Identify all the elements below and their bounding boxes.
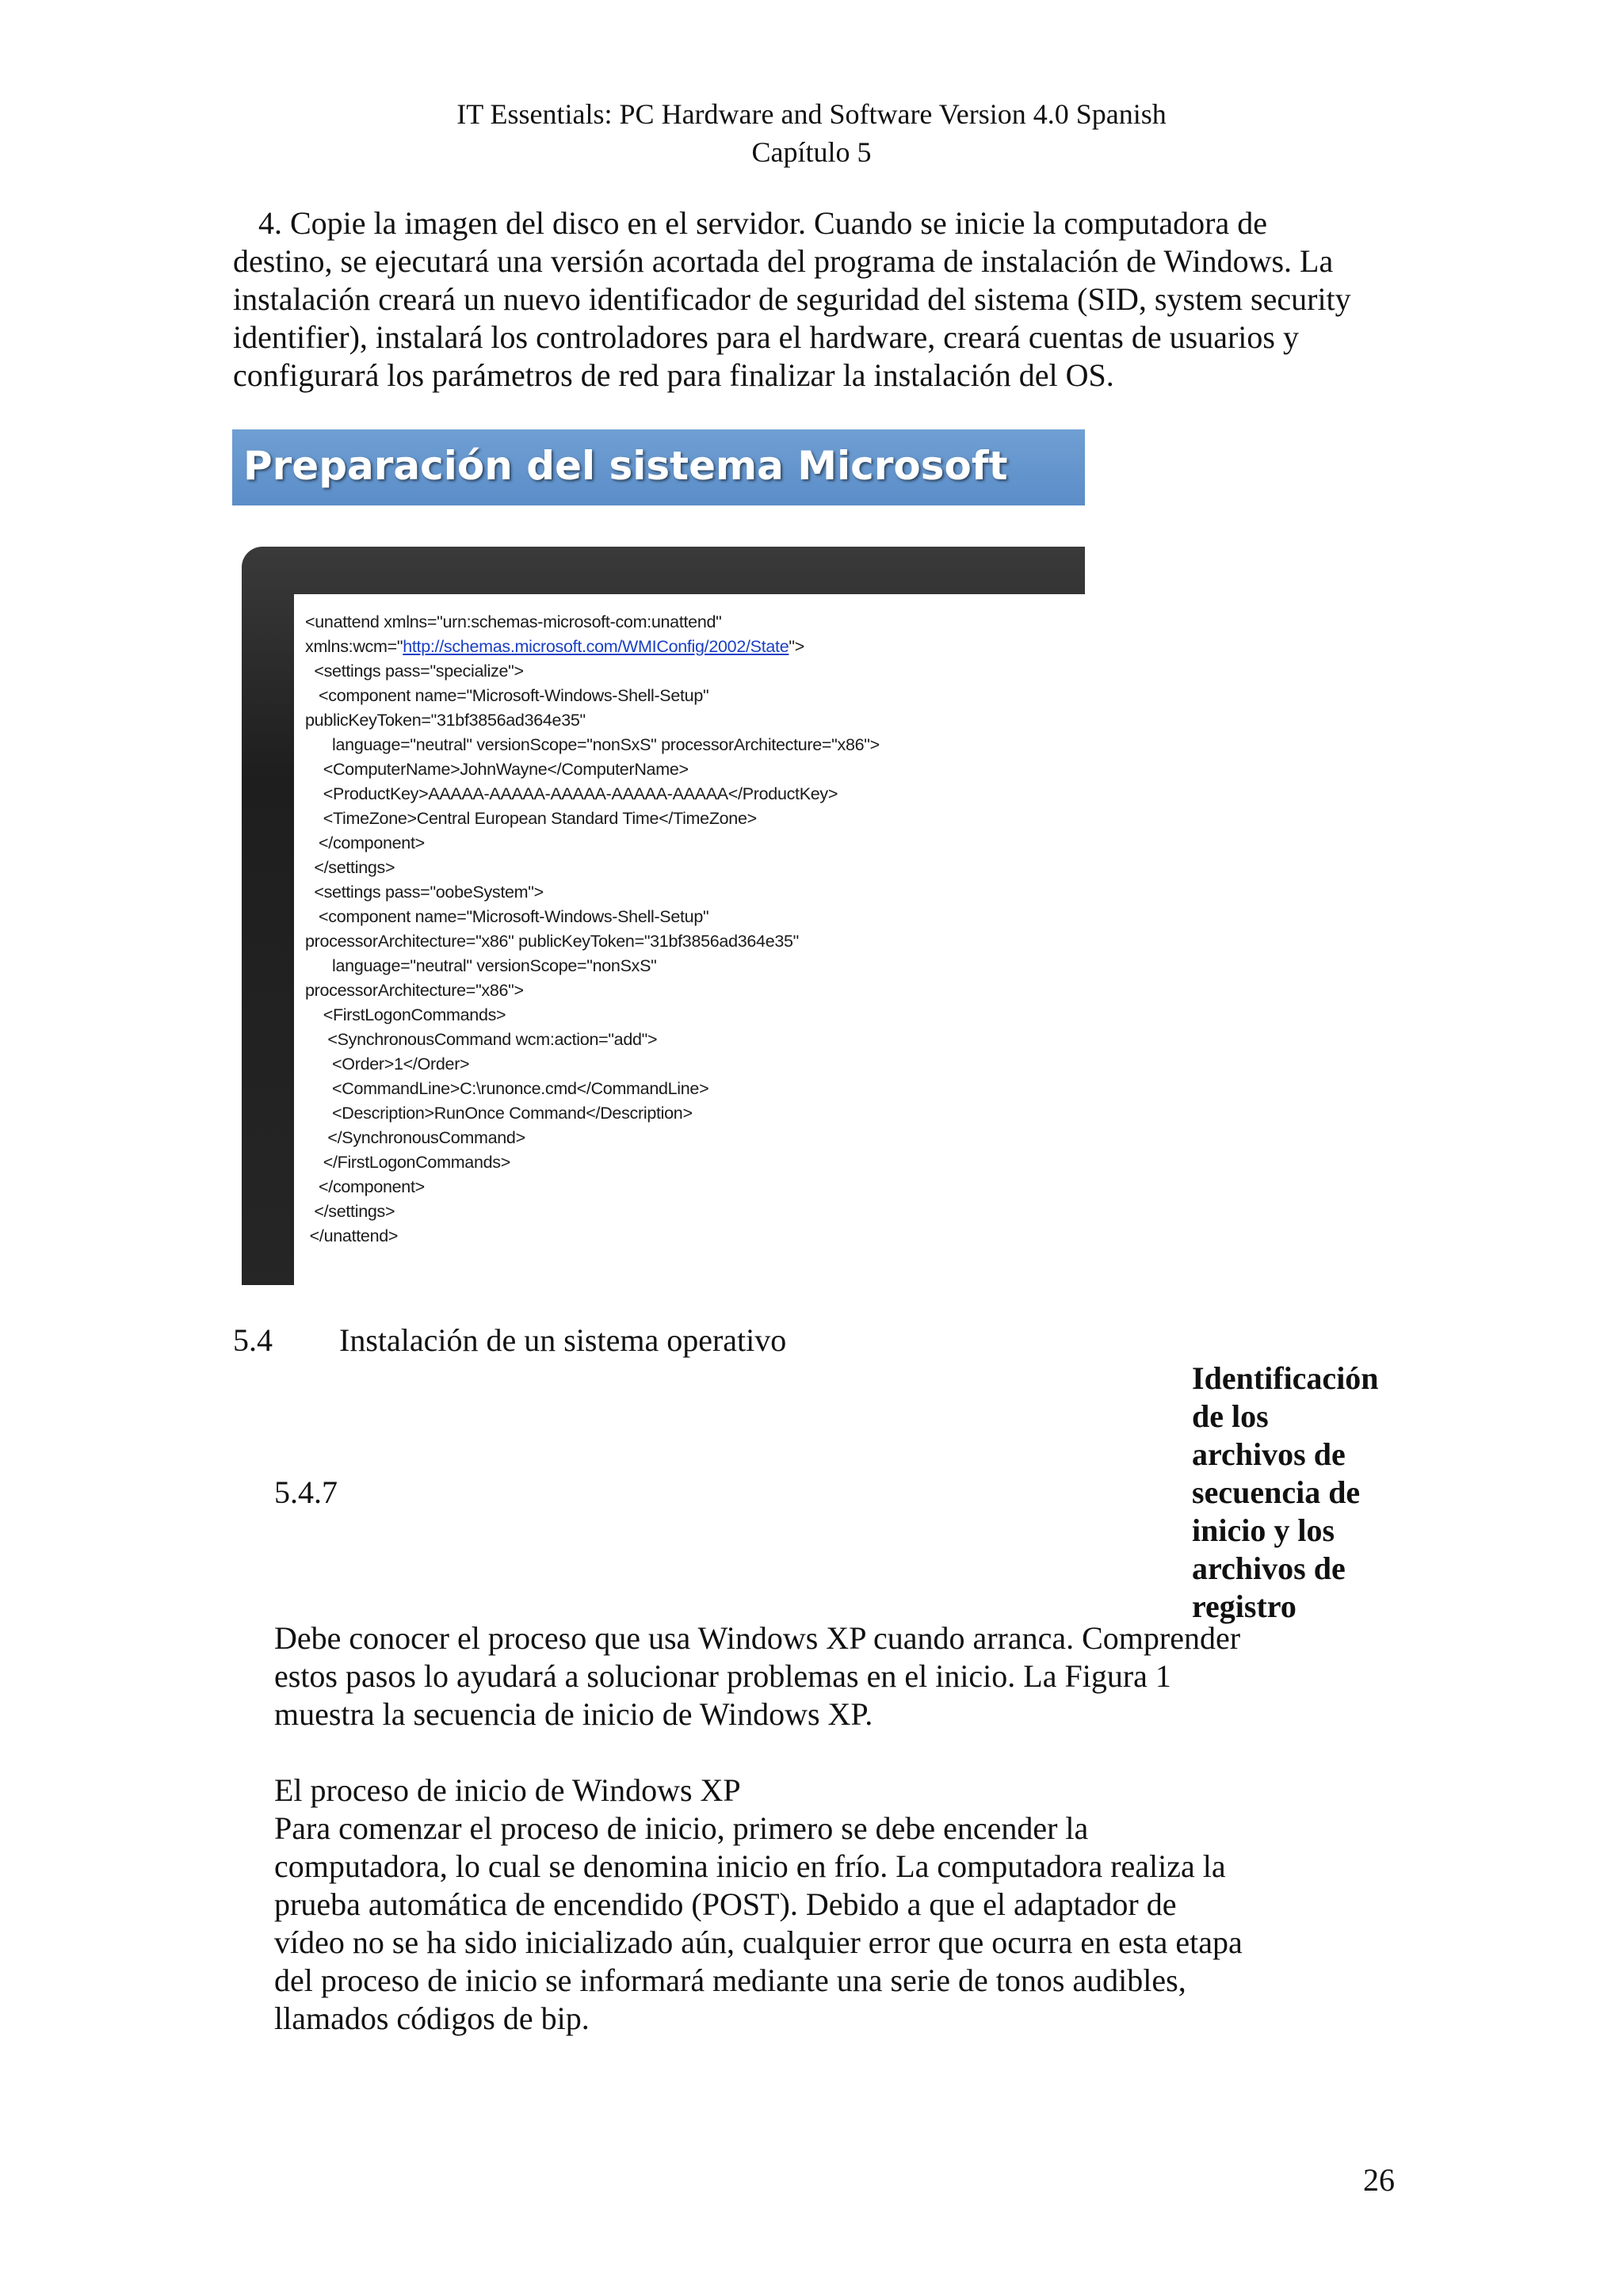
- code-line: <unattend xmlns="urn:schemas-microsoft-com:unattend": [305, 612, 722, 631]
- xml-code-block: [305, 610, 880, 1249]
- code-line: <component name="Microsoft-Windows-Shell-Setup": [305, 686, 709, 705]
- code-line: <TimeZone>Central European Standard Time</TimeZone>: [305, 809, 757, 828]
- text-line: 4. Copie la imagen del disco en el servidor. Cuando se inicie la computadora de: [258, 205, 1267, 241]
- figure-sysprep: [232, 429, 1085, 1285]
- code-line: <component name="Microsoft-Windows-Shell-Setup": [305, 907, 709, 926]
- code-line: </component>: [305, 1177, 425, 1196]
- code-line: language="neutral" versionScope="nonSxS" processorArchitecture="x86">: [305, 735, 880, 754]
- subsection-title-line: archivos de: [1192, 1550, 1346, 1586]
- code-line: publicKeyToken="31bf3856ad364e35": [305, 711, 586, 730]
- text-line: identifier), instalará los controladores para el hardware, creará cuentas de usuarios y: [233, 319, 1299, 355]
- subsection-title-line: de los: [1192, 1398, 1269, 1434]
- body-paragraph: [274, 1772, 1384, 2038]
- subsection-title-line: registro: [1192, 1589, 1296, 1624]
- text-line: Para comenzar el proceso de inicio, primero se debe encender la: [274, 1810, 1089, 1846]
- text-line: prueba automática de encendido (POST). Debido a que el adaptador de: [274, 1886, 1177, 1922]
- text-line: destino, se ejecutará una versión acortada del programa de instalación de Windows. La: [233, 243, 1334, 279]
- intro-paragraph: [233, 204, 1406, 395]
- section-number: 5.4: [233, 1322, 273, 1358]
- code-line: <Description>RunOnce Command</Description>: [305, 1104, 693, 1123]
- subsection-title-line: inicio y los: [1192, 1512, 1335, 1548]
- subsection-title: [1192, 1360, 1422, 1626]
- subsection-number: 5.4.7: [274, 1474, 338, 1510]
- code-text: ">: [789, 637, 804, 656]
- text-line: estos pasos lo ayudará a solucionar problemas en el inicio. La Figura 1: [274, 1658, 1171, 1694]
- subsection-title-line: secuencia de: [1192, 1474, 1361, 1510]
- schema-link[interactable]: http://schemas.microsoft.com/WMIConfig/2002/State: [403, 637, 789, 656]
- text-line: llamados códigos de bip.: [274, 2000, 590, 2036]
- text-line: configurará los parámetros de red para finalizar la instalación del OS.: [233, 357, 1114, 393]
- code-line: <SynchronousCommand wcm:action="add">: [305, 1030, 658, 1049]
- code-line: <ComputerName>JohnWayne</ComputerName>: [305, 760, 689, 779]
- text-line: vídeo no se ha sido inicializado aún, cualquier error que ocurra en esta etapa: [274, 1924, 1243, 1960]
- code-line: processorArchitecture="x86" publicKeyToken="31bf3856ad364e35": [305, 932, 800, 951]
- monitor-screen: [294, 594, 1085, 1285]
- header-title: IT Essentials: PC Hardware and Software Version 4.0 Spanish: [456, 98, 1167, 130]
- page-number: 26: [1363, 2162, 1395, 2198]
- code-line: <Order>1</Order>: [305, 1055, 470, 1074]
- code-text: xmlns:wcm=": [305, 637, 403, 656]
- body-paragraph: [274, 1619, 1384, 1733]
- code-line: <FirstLogonCommands>: [305, 1005, 506, 1024]
- code-line: </FirstLogonCommands>: [305, 1153, 510, 1172]
- code-line: <settings pass="specialize">: [305, 662, 524, 681]
- code-line: </unattend>: [305, 1226, 399, 1245]
- section-title: Instalación de un sistema operativo: [339, 1322, 787, 1358]
- text-line: Debe conocer el proceso que usa Windows XP cuando arranca. Comprender: [274, 1620, 1241, 1656]
- code-line: </component>: [305, 833, 425, 852]
- code-line: <ProductKey>AAAAA-AAAAA-AAAAA-AAAAA-AAAAA</ProductKey>: [305, 784, 838, 803]
- code-line: [305, 635, 880, 659]
- code-line: processorArchitecture="x86">: [305, 981, 524, 1000]
- subsection-title-line: Identificación: [1192, 1360, 1379, 1396]
- code-line: </SynchronousCommand>: [305, 1128, 525, 1147]
- figure-title: Preparación del sistema Microsoft: [243, 443, 1008, 489]
- code-line: </settings>: [305, 1202, 395, 1221]
- header-chapter: Capítulo 5: [751, 136, 872, 168]
- code-line: <CommandLine>C:\runonce.cmd</CommandLine>: [305, 1079, 709, 1098]
- figure-banner: [232, 429, 1085, 505]
- code-line: language="neutral" versionScope="nonSxS": [305, 956, 657, 975]
- code-line: <settings pass="oobeSystem">: [305, 883, 544, 902]
- text-line: computadora, lo cual se denomina inicio en frío. La computadora realiza la: [274, 1848, 1226, 1884]
- subsection-title-line: archivos de: [1192, 1436, 1346, 1472]
- text-line: instalación creará un nuevo identificador de seguridad del sistema (SID, system security: [233, 281, 1351, 317]
- text-line: muestra la secuencia de inicio de Windows XP.: [274, 1696, 873, 1732]
- page-header: [0, 95, 1623, 171]
- text-line: El proceso de inicio de Windows XP: [274, 1772, 741, 1808]
- code-line: </settings>: [305, 858, 395, 877]
- text-line: del proceso de inicio se informará mediante una serie de tonos audibles,: [274, 1962, 1186, 1998]
